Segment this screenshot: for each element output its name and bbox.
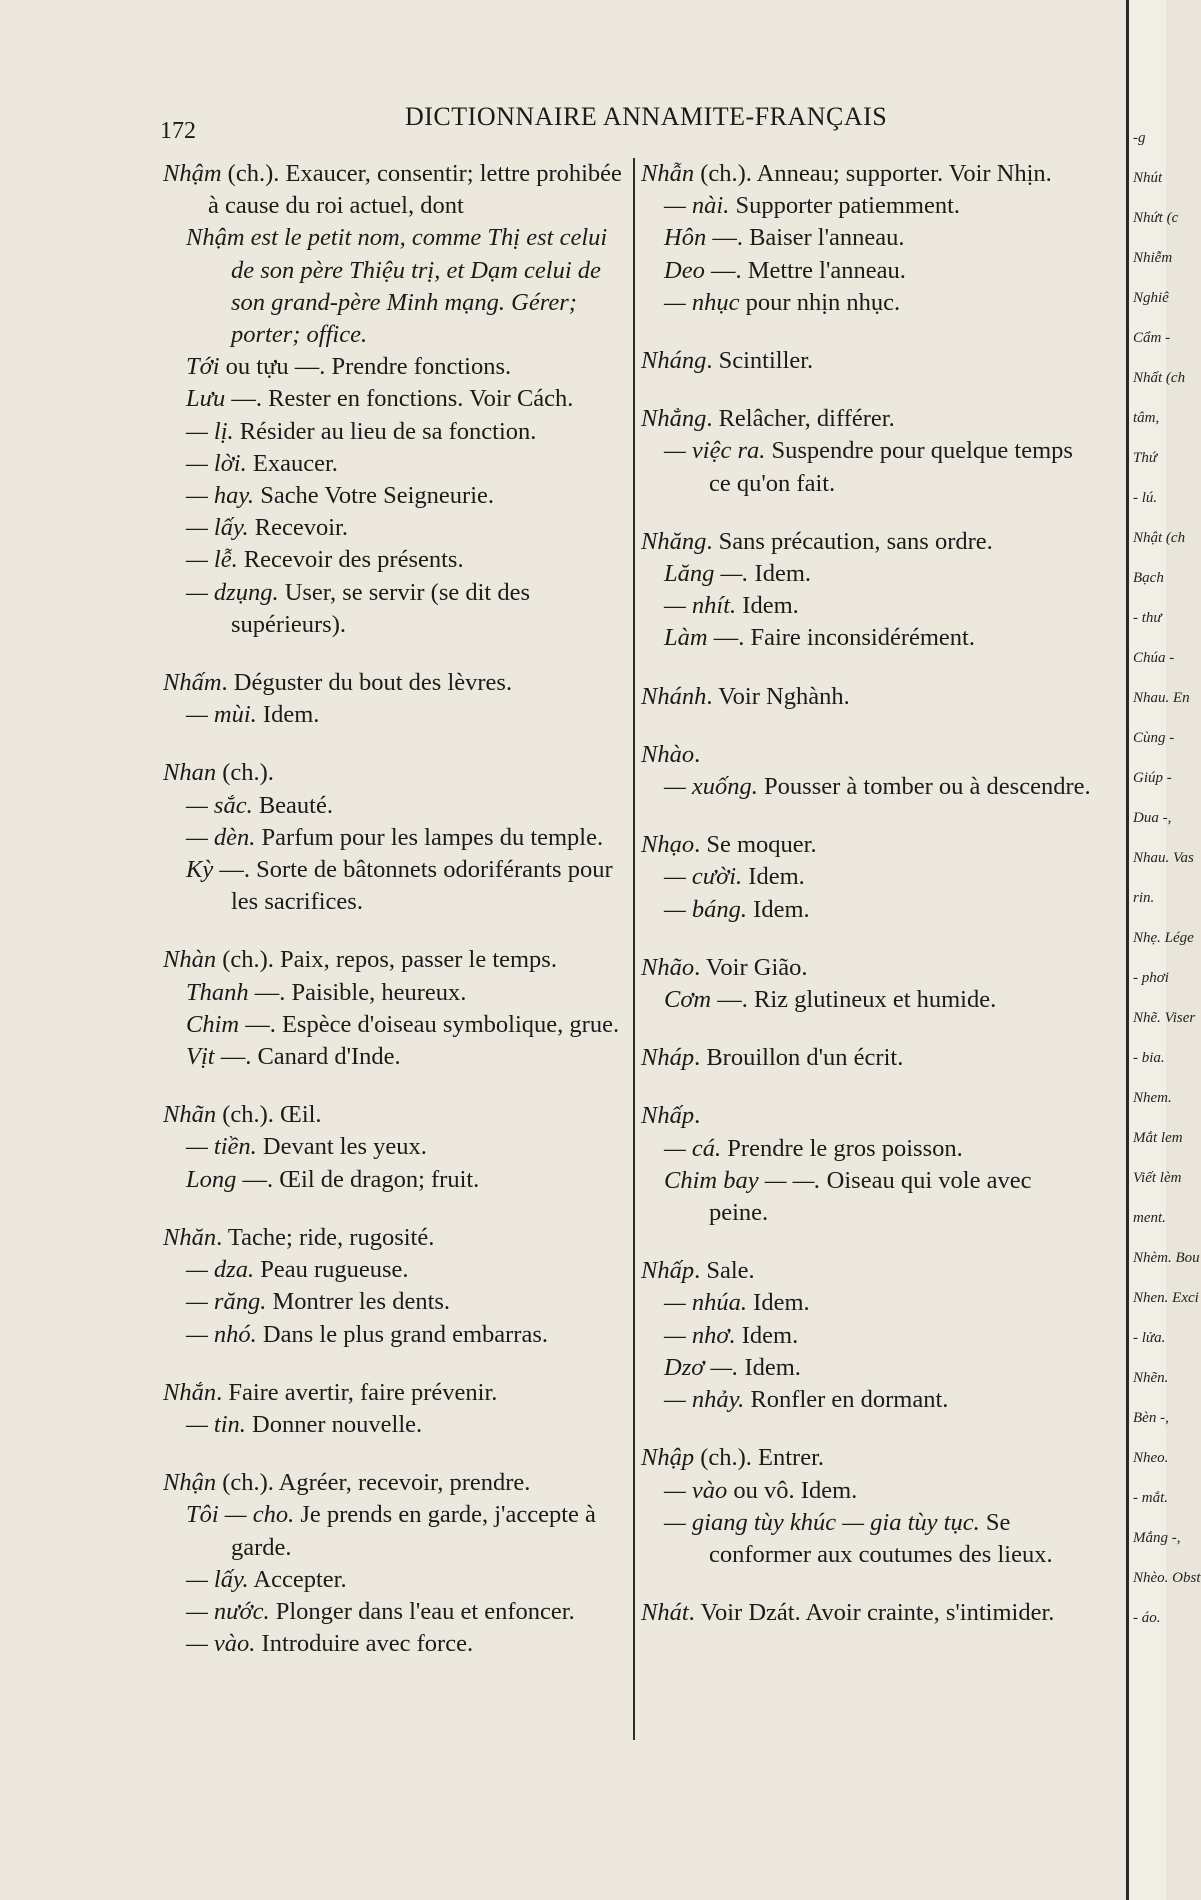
sub-entry-phrase: — nhơ. (664, 1321, 736, 1349)
definition: (ch.). Agréer, recevoir, prendre. (216, 1469, 531, 1497)
entry-headline (641, 739, 1096, 771)
sub-entry-gloss: Parfum pour les lampes du temple. (255, 823, 604, 851)
sub-entry-gloss: —. Paisible, heureux. (248, 978, 467, 1006)
sub-entry-gloss: Supporter patiemment. (729, 192, 961, 220)
sub-entry-gloss: Dans le plus grand embarras. (256, 1320, 548, 1348)
sub-entry-gloss: Plonger dans l'eau et enfoncer. (269, 1597, 575, 1625)
sub-entry-gloss: Suspendre pour quelque temps ce qu'on fait. (709, 437, 1073, 497)
sub-entry-gloss: Recevoir. (248, 514, 348, 542)
sub-entry-phrase: Vịt (186, 1043, 215, 1071)
sub-entry-phrase: — nhục (664, 288, 740, 316)
sub-entry-phrase: Kỳ (186, 856, 214, 884)
sub-entry-phrase: — dèn. (186, 823, 256, 851)
sub-entry-gloss: —. Sorte de bâtonnets odoriférants pour les sacrifices. (213, 856, 613, 916)
margin-fragment: Nghiê (1133, 290, 1169, 306)
entry-headline (163, 944, 623, 976)
sub-entry (186, 854, 623, 918)
sub-entry-phrase: — việc ra. (664, 437, 766, 465)
margin-fragment: -g (1133, 130, 1146, 146)
definition: (ch.). Anneau; supporter. Voir Nhịn. (694, 160, 1052, 187)
headword: Nhập (641, 1444, 695, 1472)
entry-headline (163, 667, 623, 699)
sub-entry-gloss: Idem. (742, 863, 805, 891)
sub-entry-gloss: Idem. (738, 1353, 801, 1381)
definition: . Scintiller. (706, 347, 814, 375)
margin-fragment: - thư (1133, 610, 1162, 626)
margin-fragment: Thứ (1133, 450, 1158, 466)
sub-entry (664, 1352, 1096, 1384)
sub-entry (664, 255, 1096, 287)
sub-entry-gloss: Idem. (747, 1289, 810, 1317)
entry-headline (163, 1099, 623, 1131)
sub-entry-phrase: Lưu (186, 385, 226, 413)
sub-entry-gloss: Ronfler en dormant. (744, 1386, 949, 1414)
sub-entry-gloss: —. Baiser l'anneau. (706, 224, 905, 252)
headword: Nhấm (163, 669, 222, 697)
sub-entry-gloss: Idem. (748, 560, 812, 588)
sub-entry-gloss: ou vô. Idem. (727, 1476, 858, 1504)
sub-entry-gloss: Beauté. (252, 791, 333, 819)
sub-entry-phrase: Thanh (186, 978, 249, 1006)
dictionary-entry (163, 1377, 623, 1441)
sub-entry-phrase: — tiền. (186, 1133, 257, 1161)
headword: Nhát (641, 1599, 689, 1627)
dictionary-entry (641, 1255, 1096, 1416)
sub-entry (664, 287, 1096, 319)
sub-entry (186, 1499, 623, 1563)
sub-entry-phrase: — nài. (664, 192, 730, 220)
sub-entry-phrase: — lời. (186, 449, 247, 477)
sub-entry-phrase: — nhít. (664, 592, 737, 620)
sub-entry-gloss: Je prends en garde, j'accepte à garde. (231, 1501, 596, 1561)
sub-entry-gloss: Devant les yeux. (256, 1133, 427, 1161)
sub-entry-phrase: — nhó. (186, 1320, 257, 1348)
margin-fragment: Nhứt (c (1133, 210, 1179, 226)
margin-fragment: Viết lèm (1133, 1170, 1182, 1186)
dictionary-entry (641, 526, 1096, 655)
sub-entry (664, 1475, 1096, 1507)
sub-entry (664, 1287, 1096, 1319)
margin-fragment: - phơi (1133, 970, 1169, 986)
definition: (ch.). (216, 759, 274, 787)
sub-entry-gloss: Exaucer. (246, 449, 338, 477)
sub-entry-gloss: Prendre le gros poisson. (721, 1134, 963, 1162)
entry-headline (641, 526, 1096, 558)
margin-fragment: Mắng -, (1133, 1530, 1181, 1546)
definition: . Voir Gião. (694, 953, 808, 981)
margin-fragment: Nhiễm (1133, 250, 1173, 266)
sub-entry-phrase: — nhảy. (664, 1386, 745, 1414)
definition: . Brouillon d'un écrit. (694, 1044, 904, 1072)
headword: Nhận (163, 1469, 217, 1497)
entry-headline (641, 1042, 1096, 1074)
margin-fragment: Dua -, (1133, 810, 1172, 826)
sub-entry (664, 590, 1096, 622)
headword: Nhào (641, 740, 695, 768)
sub-entry (186, 416, 623, 448)
sub-entry-phrase: Cơm (664, 986, 712, 1014)
sub-entry-phrase: — tin. (186, 1410, 246, 1438)
definition: . Voir Nghành. (706, 682, 850, 710)
dictionary-entry (163, 1467, 623, 1660)
sub-entry-gloss: pour nhịn nhục. (739, 288, 901, 316)
sub-entry-phrase: Hôn (664, 224, 707, 252)
dictionary-entry (641, 1100, 1096, 1229)
sub-entry-gloss: Idem. (735, 1321, 799, 1349)
sub-entry-phrase: Dzơ —. (664, 1353, 739, 1381)
sub-entry-gloss: —. Riz glutineux et humide. (711, 986, 997, 1014)
next-page-edge (1126, 0, 1201, 1900)
sub-entry-phrase: — lấy. (186, 514, 249, 542)
entry-headline (641, 403, 1096, 435)
margin-fragment: Nhèo. Obst (1133, 1570, 1201, 1586)
headword: Nháng (641, 347, 707, 375)
sub-entry (186, 1409, 623, 1441)
sub-entry (186, 790, 623, 822)
right-column (641, 158, 1096, 1655)
sub-entry-phrase: Chim (186, 1010, 240, 1038)
entry-headline (641, 1442, 1096, 1474)
dictionary-entry (641, 739, 1096, 803)
headword: Nhắn (163, 1378, 217, 1406)
entry-headline (641, 1597, 1096, 1629)
dictionary-entry (641, 952, 1096, 1016)
entry-headline (641, 829, 1096, 861)
sub-entry-gloss: Pousser à tomber ou à descendre. (757, 773, 1091, 801)
sub-entry-gloss: —. Œil de dragon; fruit. (236, 1165, 480, 1193)
sub-entry-phrase: Tôi — cho. (186, 1501, 295, 1529)
sub-entry-gloss: —. Mettre l'anneau. (704, 256, 906, 284)
headword: Nhàn (163, 946, 217, 974)
sub-entry-gloss: Montrer les dents. (266, 1288, 451, 1316)
sub-entry (186, 577, 623, 641)
headword: Nhan (163, 759, 217, 787)
headword: Nhẫn (641, 160, 695, 187)
margin-fragment: Bèn -, (1133, 1410, 1169, 1426)
sub-entry (664, 1507, 1096, 1571)
entry-headline (641, 1100, 1096, 1132)
margin-fragment: Nhau. En (1133, 690, 1190, 706)
sub-entry-phrase: — dza. (186, 1256, 255, 1284)
margin-fragment: - lửa. (1133, 1330, 1166, 1346)
sub-entry-gloss: Se conformer aux coutumes des lieux. (709, 1508, 1053, 1568)
sub-entry-gloss: Introduire avec force. (255, 1630, 474, 1658)
sub-entry-phrase: Nhậm est le petit nom, comme Thị est celui de son père Thiệu trị, et Dạm celui de son grand-père Minh mạng. Gérer; porter; office. (186, 224, 608, 349)
margin-fragment: rin. (1133, 890, 1155, 906)
definition: . Se moquer. (694, 831, 817, 859)
entry-headline (163, 1467, 623, 1499)
margin-fragment: Nhẽn. (1133, 1370, 1169, 1386)
sub-entry (664, 435, 1096, 499)
sub-entry (186, 977, 623, 1009)
sub-entry-phrase: — báng. (664, 895, 748, 923)
definition: . Relâcher, différer. (706, 405, 895, 433)
definition: . Tache; ride, rugosité. (216, 1223, 435, 1251)
sub-entry (186, 512, 623, 544)
margin-fragment: Nhau. Vas (1133, 850, 1194, 866)
sub-entry-gloss: —. Espèce d'oiseau symbolique, grue. (239, 1010, 620, 1038)
dictionary-entry (641, 345, 1096, 377)
sub-entry (186, 351, 623, 383)
margin-fragment: - áo. (1133, 1610, 1161, 1626)
sub-entry (664, 1384, 1096, 1416)
page-number: 172 (160, 118, 196, 144)
sub-entry (186, 1164, 623, 1196)
sub-entry-gloss: Résider au lieu de sa fonction. (233, 417, 537, 445)
sub-entry (186, 1564, 623, 1596)
headword: Nhạo (641, 831, 695, 859)
sub-entry (186, 448, 623, 480)
margin-fragment: Cẩm - (1133, 330, 1171, 346)
headword: Nhăn (163, 1223, 217, 1251)
sub-entry-gloss: Sache Votre Seigneurie. (254, 482, 495, 510)
sub-entry (186, 1041, 623, 1073)
column-divider (633, 158, 635, 1740)
sub-entry-gloss: User, se servir (se dit des supérieurs). (231, 578, 531, 638)
dictionary-entry (641, 1442, 1096, 1571)
sub-entry (664, 861, 1096, 893)
headword: Nhấp (641, 1102, 695, 1130)
left-column (163, 158, 623, 1686)
entry-headline (163, 158, 623, 222)
sub-entry (186, 480, 623, 512)
margin-fragment: Nheo. (1133, 1450, 1169, 1466)
dictionary-entry (163, 1222, 623, 1351)
dictionary-entry (641, 829, 1096, 926)
margin-fragment: - mắt. (1133, 1490, 1168, 1506)
sub-entry (664, 222, 1096, 254)
sub-entry-phrase: — răng. (186, 1288, 267, 1316)
dictionary-entry (641, 158, 1096, 319)
entry-headline (641, 345, 1096, 377)
sub-entry (186, 822, 623, 854)
sub-entry-gloss: Recevoir des présents. (237, 546, 464, 574)
sub-entry (186, 383, 623, 415)
sub-entry-gloss: —. Rester en fonctions. Voir Cách. (225, 385, 574, 413)
sub-entry-phrase: — nhúa. (664, 1289, 748, 1317)
sub-entry (664, 1320, 1096, 1352)
definition: . Déguster du bout des lèvres. (221, 669, 513, 697)
sub-entry-gloss: ou tựu —. Prendre fonctions. (219, 353, 512, 381)
sub-entry-gloss: Idem. (747, 895, 810, 923)
sub-entry-gloss: Accepter. (248, 1565, 347, 1593)
sub-entry-phrase: — giang tùy khúc — gia tùy tục. (664, 1508, 980, 1536)
entry-headline (163, 1377, 623, 1409)
sub-entry-phrase: — cười. (664, 863, 743, 891)
page-title: DICTIONNAIRE ANNAMITE-FRANÇAIS (405, 102, 888, 131)
sub-entry (664, 894, 1096, 926)
definition: (ch.). Paix, repos, passer le temps. (216, 946, 557, 974)
headword: Nháp (641, 1044, 695, 1072)
margin-fragment: Chúa - (1133, 650, 1175, 666)
sub-entry (664, 984, 1096, 1016)
sub-entry (664, 1133, 1096, 1165)
entry-headline (163, 1222, 623, 1254)
sub-entry-phrase: — nước. (186, 1597, 270, 1625)
margin-fragment: ment. (1133, 1210, 1166, 1226)
definition: . Sale. (694, 1257, 755, 1285)
dictionary-entry (641, 403, 1096, 500)
entry-headline (163, 757, 623, 789)
sub-entry-phrase: — vào. (186, 1630, 256, 1658)
sub-entry-phrase: — sắc. (186, 791, 253, 819)
sub-entry (186, 1131, 623, 1163)
sub-entry-gloss: —. Canard d'Inde. (214, 1043, 401, 1071)
headword: Nhăng (641, 527, 707, 555)
margin-fragment: Giúp - (1133, 770, 1172, 786)
sub-entry-phrase: Deo (664, 256, 705, 284)
sub-entry (186, 544, 623, 576)
sub-entry-phrase: Làm (664, 624, 708, 652)
sub-entry (664, 622, 1096, 654)
sub-entry-phrase: Tới (186, 353, 220, 381)
dictionary-entry (641, 1597, 1096, 1629)
margin-fragment: Nhút (1133, 170, 1163, 186)
definition: . Sans précaution, sans ordre. (706, 527, 993, 555)
sub-entry-phrase: — lấy. (186, 1565, 249, 1593)
sub-entry (664, 771, 1096, 803)
margin-fragment: Cùng - (1133, 730, 1175, 746)
sub-entry-gloss: Donner nouvelle. (245, 1410, 423, 1438)
sub-entry (186, 699, 623, 731)
entry-headline (641, 1255, 1096, 1287)
definition: . (694, 1102, 701, 1130)
sub-entry-phrase: — dzụng. (186, 578, 279, 606)
margin-fragment: Nhật (ch (1133, 530, 1186, 546)
sub-entry (664, 190, 1096, 222)
dictionary-entry (163, 757, 623, 918)
dictionary-entry (163, 1099, 623, 1196)
margin-fragment: Mắt lem (1133, 1130, 1183, 1146)
definition: (ch.). Entrer. (694, 1444, 825, 1472)
dictionary-entry (163, 158, 623, 641)
entry-headline (641, 158, 1096, 190)
sub-entry-gloss: Peau rugueuse. (254, 1256, 409, 1284)
definition: . Faire avertir, faire prévenir. (216, 1378, 498, 1406)
dictionary-entry (641, 1042, 1096, 1074)
sub-entry (664, 1165, 1096, 1229)
dictionary-entry (163, 667, 623, 731)
headword: Nhậm (163, 160, 222, 187)
sub-entry-phrase: Long (186, 1165, 237, 1193)
definition: (ch.). Œil. (216, 1101, 322, 1129)
dictionary-entry (163, 944, 623, 1073)
headword: Nhấp (641, 1257, 695, 1285)
sub-entry-phrase: — xuống. (664, 773, 758, 801)
sub-entry-gloss: Idem. (256, 701, 320, 729)
sub-entry (186, 1319, 623, 1351)
margin-fragment: - lú. (1133, 490, 1158, 506)
margin-fragment: Nhất (ch (1133, 370, 1186, 386)
sub-entry (664, 558, 1096, 590)
sub-entry-phrase: Lăng —. (664, 560, 749, 588)
sub-entry (186, 222, 623, 351)
definition: (ch.). Exaucer, consentir; lettre prohibée à cause du roi actuel, dont (208, 160, 622, 220)
sub-entry-phrase: — cá. (664, 1134, 722, 1162)
definition: . Voir Dzát. Avoir crainte, s'intimider. (688, 1599, 1055, 1627)
headword: Nhãn (163, 1101, 217, 1129)
sub-entry-phrase: — mùi. (186, 701, 257, 729)
sub-entry-gloss: —. Faire inconsidérément. (707, 624, 975, 652)
sub-entry (186, 1628, 623, 1660)
margin-fragment: tâm, (1133, 410, 1160, 426)
headword: Nhão (641, 953, 695, 981)
sub-entry (186, 1009, 623, 1041)
margin-fragment: Nhèm. Bou (1133, 1250, 1200, 1266)
sub-entry-phrase: — vào (664, 1476, 728, 1504)
margin-fragment: Nhen. Exci (1133, 1290, 1199, 1306)
sub-entry-gloss: Idem. (736, 592, 799, 620)
margin-fragment: - bia. (1133, 1050, 1165, 1066)
margin-fragment: Nhẹ. Lége (1133, 930, 1194, 946)
headword: Nhẳng (641, 405, 707, 433)
margin-fragment: Nhẽ. Viser (1133, 1010, 1196, 1026)
entry-headline (641, 952, 1096, 984)
definition: . (694, 740, 701, 768)
dictionary-entry (641, 681, 1096, 713)
sub-entry-phrase: — hay. (186, 482, 255, 510)
sub-entry (186, 1596, 623, 1628)
margin-fragment: Nhem. (1133, 1090, 1172, 1106)
margin-fragment: Bạch (1133, 570, 1164, 586)
sub-entry-phrase: — lị. (186, 417, 234, 445)
headword: Nhánh (641, 682, 707, 710)
sub-entry-phrase: Chim bay — —. (664, 1166, 821, 1194)
sub-entry-gloss: Oiseau qui vole avec peine. (709, 1166, 1032, 1227)
sub-entry-phrase: — lễ. (186, 546, 238, 574)
entry-headline (641, 681, 1096, 713)
sub-entry (186, 1286, 623, 1318)
sub-entry (186, 1254, 623, 1286)
